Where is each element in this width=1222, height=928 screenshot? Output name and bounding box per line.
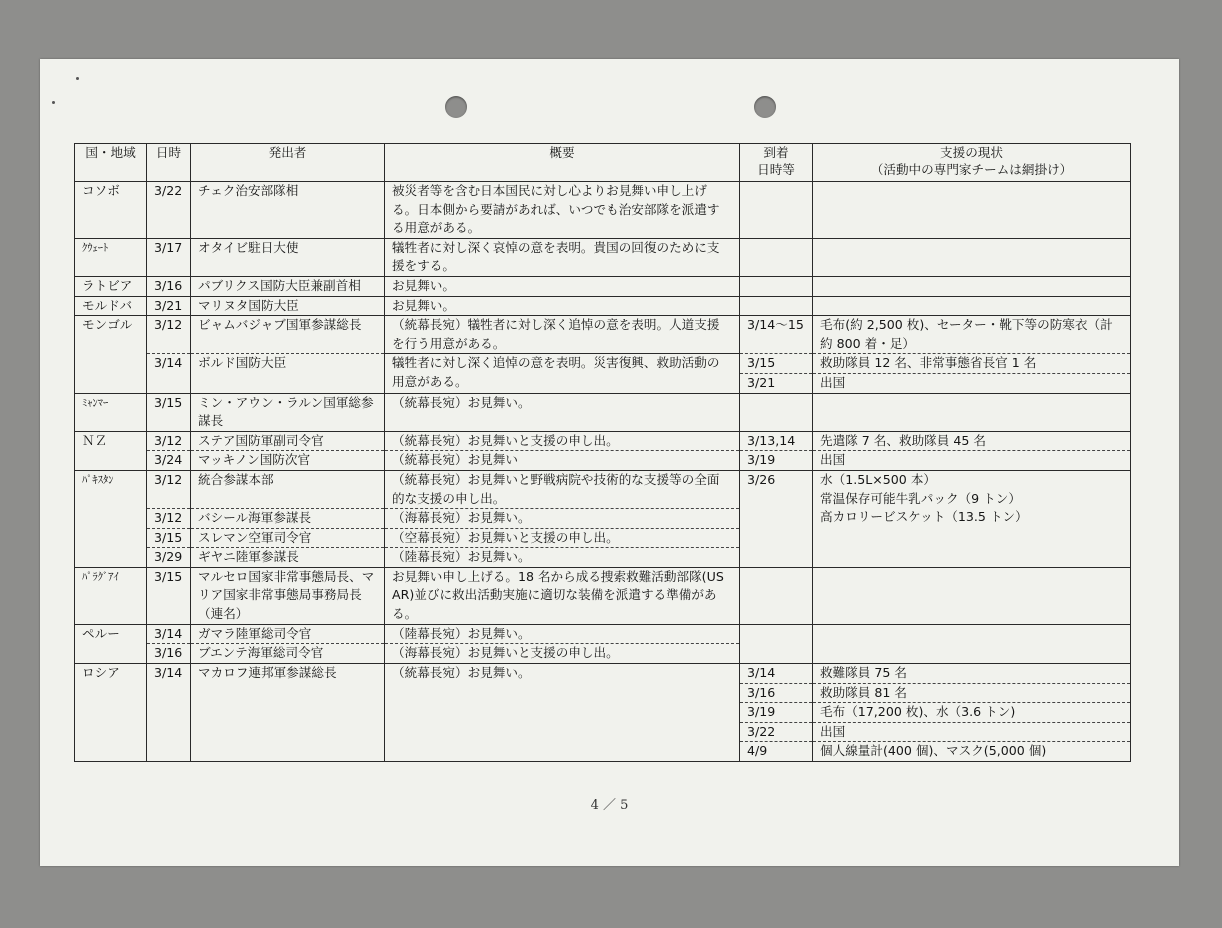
arrival-cell: 3/19 [740,451,813,471]
sender-cell: 統合参謀本部 [191,470,385,508]
sender-cell: ガマラ陸軍総司令官 [191,624,385,644]
arrival-cell: 3/19 [740,703,813,723]
arrival-cell [740,296,813,316]
arrival-cell: 3/22 [740,722,813,742]
summary-cell: （統幕長宛）お見舞い。 [385,393,740,431]
date-cell: 3/17 [147,238,191,276]
support-item: 水（1.5L×500 本） [820,471,937,487]
support-cell: 毛布(約 2,500 枚)、セーター・靴下等の防寒衣（計約 800 着・足） [813,316,1131,354]
support-cell: 個人線量計(400 個)、マスク(5,000 個) [813,742,1131,762]
table-row [75,276,1131,296]
sender-cell: ボルド国防大臣 [191,354,385,393]
support-cell: 救難隊員 75 名 [813,664,1131,684]
support-table [74,143,1131,762]
date-cell: 3/15 [147,567,191,624]
summary-cell: 被災者等を含む日本国民に対し心よりお見舞い申し上げる。日本側から要請があれば、いつでも治安部隊を派遣する用意がある。 [385,182,740,239]
support-cell [813,470,1131,567]
arrival-cell: 3/26 [740,470,813,567]
summary-cell: お見舞い。 [385,296,740,316]
header-arrival: 到着 日時等 [740,144,813,182]
sender-cell: ミン・アウン・ラルン国軍総参謀長 [191,393,385,431]
country-cell: モンゴル [75,316,147,393]
table-row [75,296,1131,316]
summary-cell: （統幕長宛）お見舞い [385,451,740,471]
arrival-cell [740,276,813,296]
date-cell: 3/29 [147,548,191,568]
country-cell: ＮＺ [75,431,147,470]
country-cell: ペルー [75,624,147,663]
arrival-cell: 3/21 [740,373,813,393]
summary-cell: お見舞い申し上げる。18 名から成る捜索救難活動部隊(USAR)並びに救出活動実施に適切な装備を派遣する準備がある。 [385,567,740,624]
support-cell: 救助隊員 12 名、非常事態省長官 1 名 [813,354,1131,374]
sender-cell: ステア国防軍副司令官 [191,431,385,451]
country-cell: モルドバ [75,296,147,316]
date-cell: 3/16 [147,276,191,296]
summary-cell: 犠牲者に対し深く哀悼の意を表明。貴国の回復のために支援をする。 [385,238,740,276]
support-cell [813,567,1131,624]
sender-cell: ブエンテ海軍総司令官 [191,644,385,664]
summary-cell: （陸幕長宛）お見舞い。 [385,548,740,568]
summary-cell: （統幕長宛）犠牲者に対し深く追悼の意を表明。人道支援を行う用意がある。 [385,316,740,354]
summary-cell: （空幕長宛）お見舞いと支援の申し出。 [385,528,740,548]
arrival-cell: 3/15 [740,354,813,374]
arrival-cell: 3/16 [740,683,813,703]
country-cell: ロシア [75,664,147,762]
table-row [75,470,1131,508]
sender-cell: オタイビ駐日大使 [191,238,385,276]
date-cell: 3/15 [147,528,191,548]
support-cell: 毛布（17,200 枚)、水（3.6 トン) [813,703,1131,723]
paper-speck [52,101,55,104]
punch-hole [445,96,467,118]
support-cell: 出国 [813,722,1131,742]
date-cell: 3/16 [147,644,191,664]
summary-cell: （統幕長宛）お見舞いと支援の申し出。 [385,431,740,451]
date-cell: 3/12 [147,431,191,451]
support-cell: 出国 [813,373,1131,393]
support-cell [813,182,1131,239]
table-row [75,354,1131,374]
support-cell [813,296,1131,316]
support-cell: 先遣隊 7 名、救助隊員 45 名 [813,431,1131,451]
summary-cell: （統幕長宛）お見舞い。 [385,664,740,762]
table-row [75,238,1131,276]
date-cell: 3/12 [147,509,191,529]
document-page [40,59,1179,866]
header-date: 日時 [147,144,191,182]
date-cell: 3/22 [147,182,191,239]
header-row [75,144,1131,182]
support-item: 高カロリービスケット（13.5 トン） [820,509,1028,525]
table-row [75,431,1131,451]
summary-cell: （陸幕長宛）お見舞い。 [385,624,740,644]
header-summary: 概要 [385,144,740,182]
table-row [75,393,1131,431]
table-row [75,182,1131,239]
paper-speck [76,77,79,80]
support-cell [813,624,1131,663]
date-cell: 3/24 [147,451,191,471]
date-cell: 3/12 [147,316,191,354]
table-row [75,624,1131,644]
table-row [75,567,1131,624]
country-cell: ラトビア [75,276,147,296]
date-cell: 3/15 [147,393,191,431]
sender-cell: ビャムバジャブ国軍参謀総長 [191,316,385,354]
summary-cell: （統幕長宛）お見舞いと野戦病院や技術的な支援等の全面的な支援の申し出。 [385,470,740,508]
arrival-cell: 3/14～15 [740,316,813,354]
support-cell [813,393,1131,431]
sender-cell: マルセロ国家非常事態局長、マリア国家非常事態局事務局長（連名） [191,567,385,624]
header-sender: 発出者 [191,144,385,182]
table-row [75,451,1131,471]
support-item: 常温保存可能牛乳パック（9 トン） [820,490,1021,506]
sender-cell: バシール海軍参謀長 [191,509,385,529]
sender-cell: マッキノン国防次官 [191,451,385,471]
country-cell: ﾊﾟｷｽﾀﾝ [75,470,147,567]
arrival-cell [740,624,813,663]
punch-hole [754,96,776,118]
header-support: 支援の現状 （活動中の専門家チームは網掛け） [813,144,1131,182]
country-cell: ﾊﾟﾗｸﾞｱｲ [75,567,147,624]
table-row [75,664,1131,684]
arrival-cell [740,182,813,239]
sender-cell: スレマン空軍司令官 [191,528,385,548]
summary-cell: お見舞い。 [385,276,740,296]
summary-cell: 犠牲者に対し深く追悼の意を表明。災害復興、救助活動の用意がある。 [385,354,740,393]
date-cell: 3/14 [147,664,191,762]
support-cell: 出国 [813,451,1131,471]
arrival-cell: 3/14 [740,664,813,684]
country-cell: ﾐｬﾝﾏｰ [75,393,147,431]
date-cell: 3/14 [147,354,191,393]
country-cell: ｸｳｪｰﾄ [75,238,147,276]
header-country: 国・地域 [75,144,147,182]
arrival-cell [740,393,813,431]
country-cell: コソボ [75,182,147,239]
date-cell: 3/12 [147,470,191,508]
arrival-cell: 3/13,14 [740,431,813,451]
summary-cell: （海幕長宛）お見舞いと支援の申し出。 [385,644,740,664]
sender-cell: パブリクス国防大臣兼副首相 [191,276,385,296]
arrival-cell: 4/9 [740,742,813,762]
arrival-cell [740,238,813,276]
support-cell [813,276,1131,296]
summary-cell: （海幕長宛）お見舞い。 [385,509,740,529]
sender-cell: ギヤニ陸軍参謀長 [191,548,385,568]
arrival-cell [740,567,813,624]
page-number: 4 ／ 5 [590,798,629,813]
support-cell [813,238,1131,276]
date-cell: 3/14 [147,624,191,644]
table-row [75,316,1131,354]
sender-cell: チェク治安部隊相 [191,182,385,239]
sender-cell: マリヌタ国防大臣 [191,296,385,316]
support-cell: 救助隊員 81 名 [813,683,1131,703]
date-cell: 3/21 [147,296,191,316]
sender-cell: マカロフ連邦軍参謀総長 [191,664,385,762]
